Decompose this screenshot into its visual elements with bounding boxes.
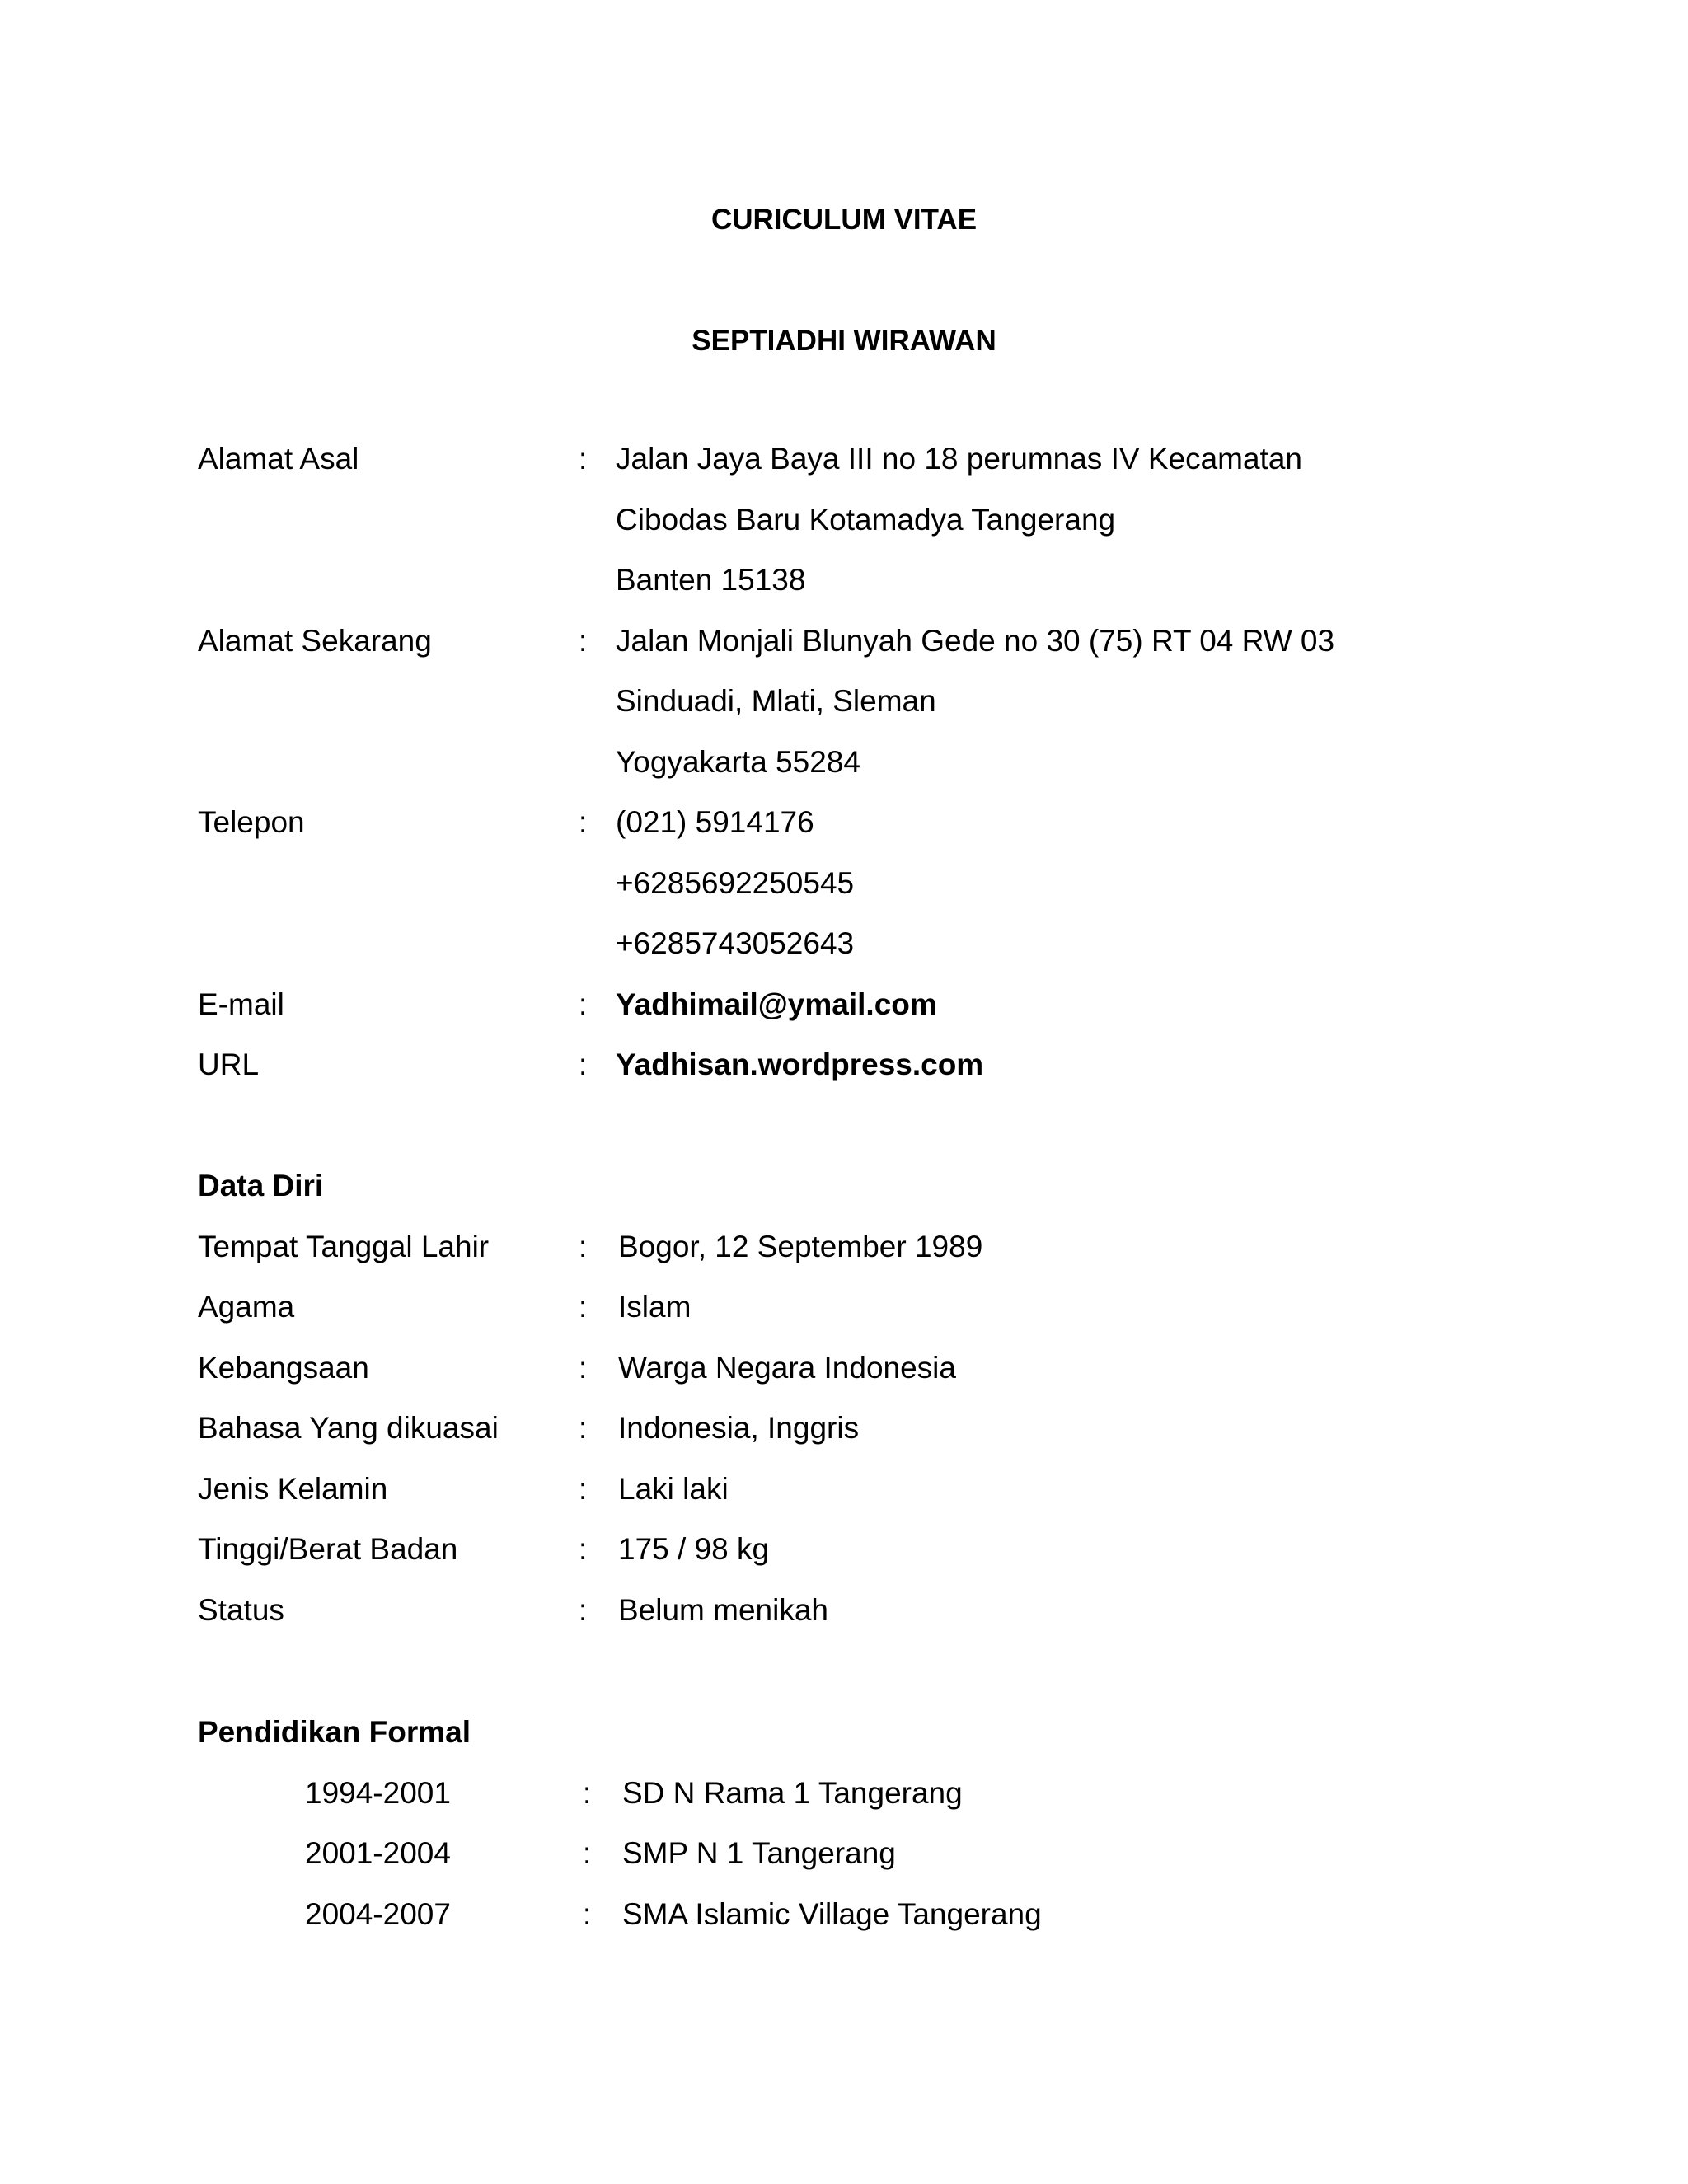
data-diri-row — [198, 1289, 692, 1350]
field-value: +6285692250545 — [616, 865, 855, 900]
pendidikan-row — [198, 1835, 896, 1896]
field-value: Bogor, 12 September 1989 — [618, 1229, 983, 1263]
education-years: 2004-2007 — [305, 1896, 451, 1931]
field-label: Telepon — [198, 805, 305, 839]
section-heading-data-diri: Data Diri — [198, 1169, 324, 1202]
field-colon: : — [579, 1411, 588, 1445]
field-value: Jalan Jaya Baya III no 18 perumnas IV Kecamatan — [616, 442, 1302, 476]
url-link[interactable]: Yadhisan.wordpress.com — [616, 1047, 984, 1081]
data-diri-row — [198, 1471, 729, 1532]
pendidikan-row — [198, 1775, 963, 1836]
field-value: Belum menikah — [618, 1592, 829, 1627]
field-colon: : — [579, 1229, 588, 1263]
document-title: CURICULUM VITAE — [710, 204, 978, 236]
field-label: E-mail — [198, 987, 284, 1021]
field-value: (021) 5914176 — [616, 805, 814, 839]
field-value: Islam — [618, 1290, 692, 1324]
field-label: Tinggi/Berat Badan — [198, 1532, 458, 1566]
field-colon: : — [579, 1532, 588, 1566]
field-colon: : — [583, 1896, 592, 1931]
field-colon: : — [579, 987, 588, 1021]
field-value: Sinduadi, Mlati, Sleman — [616, 684, 936, 718]
field-colon: : — [579, 1290, 588, 1324]
field-label: Alamat Sekarang — [198, 623, 432, 658]
field-value: Jalan Monjali Blunyah Gede no 30 (75) RT 04 RW 03 — [616, 623, 1335, 658]
data-diri-section — [198, 1168, 983, 1652]
field-colon: : — [579, 1592, 588, 1627]
pendidikan-row — [198, 1896, 1042, 1957]
data-diri-row — [198, 1592, 829, 1653]
field-colon: : — [583, 1836, 592, 1870]
field-value: Yogyakarta 55284 — [616, 744, 860, 779]
field-label: Bahasa Yang dikuasai — [198, 1411, 499, 1445]
data-diri-row — [198, 1350, 956, 1411]
field-value: Indonesia, Inggris — [618, 1411, 860, 1445]
education-years: 1994-2001 — [305, 1775, 451, 1810]
email-link[interactable]: Yadhimail@ymail.com — [616, 987, 937, 1021]
field-label: Agama — [198, 1290, 295, 1324]
field-label: Alamat Asal — [198, 442, 359, 476]
field-value: +6285743052643 — [616, 926, 855, 960]
field-colon: : — [579, 1350, 588, 1385]
education-school: SD N Rama 1 Tangerang — [622, 1775, 963, 1810]
field-colon: : — [583, 1775, 592, 1810]
education-school: SMP N 1 Tangerang — [622, 1836, 896, 1870]
field-colon: : — [579, 805, 588, 839]
field-value: Banten 15138 — [616, 563, 806, 597]
field-colon: : — [579, 1471, 588, 1506]
data-diri-row — [198, 1410, 860, 1471]
field-colon: : — [579, 442, 588, 476]
data-diri-row — [198, 1229, 983, 1290]
pendidikan-section — [198, 1714, 1042, 1957]
field-label: Tempat Tanggal Lahir — [198, 1229, 490, 1263]
field-label: Kebangsaan — [198, 1350, 369, 1385]
section-heading-pendidikan: Pendidikan Formal — [198, 1715, 471, 1749]
field-value: Warga Negara Indonesia — [618, 1350, 956, 1385]
field-label: Status — [198, 1592, 284, 1627]
field-value: 175 / 98 kg — [618, 1532, 770, 1566]
education-school: SMA Islamic Village Tangerang — [622, 1896, 1042, 1931]
field-colon: : — [579, 1047, 588, 1081]
education-years: 2001-2004 — [305, 1836, 451, 1870]
field-label: Jenis Kelamin — [198, 1471, 388, 1506]
field-value: Cibodas Baru Kotamadya Tangerang — [616, 502, 1116, 537]
field-value: Laki laki — [618, 1471, 729, 1506]
person-name: SEPTIADHI WIRAWAN — [692, 325, 996, 357]
field-label: URL — [198, 1047, 260, 1081]
data-diri-row — [198, 1531, 770, 1592]
field-colon: : — [579, 623, 588, 658]
